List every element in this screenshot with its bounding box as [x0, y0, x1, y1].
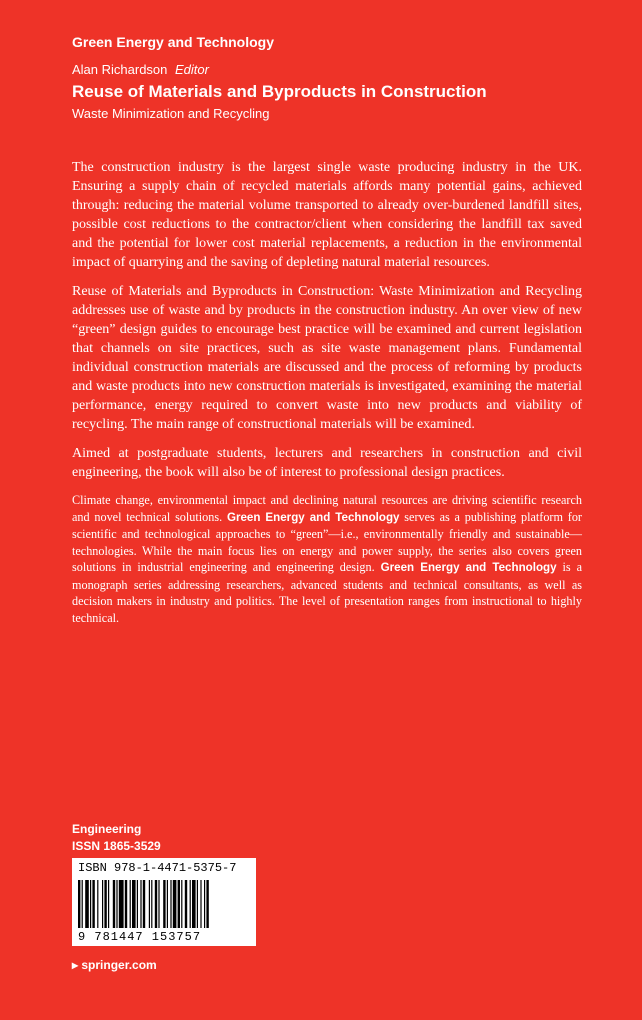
barcode-bar [116, 880, 117, 928]
barcode-bar [85, 880, 89, 928]
barcode-bar [90, 880, 91, 928]
barcode-bar [104, 880, 106, 928]
barcode-bar [119, 880, 124, 928]
editor-line [72, 62, 209, 77]
barcode-bar [125, 880, 127, 928]
editor-role: Editor [175, 62, 209, 77]
barcode-bar [170, 880, 171, 928]
barcode-bar [151, 880, 152, 928]
series-name-inline-2: Green Energy and Technology [380, 561, 557, 574]
barcode-bar [78, 880, 80, 928]
barcode-bar [140, 880, 141, 928]
barcode-bar [92, 880, 94, 928]
series-name-inline-1: Green Energy and Technology [226, 510, 400, 524]
ean-digits: 9 781447 153757 [78, 930, 202, 944]
issn: ISSN 1865-3529 [72, 839, 161, 853]
editor-name: Alan Richardson [72, 62, 168, 77]
barcode-bar [190, 880, 191, 928]
barcode-bar [167, 880, 168, 928]
blurb-paragraph-2: Reuse of Materials and Byproducts in Construction: Waste Minimization and Recycling addresses use of waste and by products in the construction industry. An over view of new “green” design guides to encourage best practice will be examined and current legislation that channels on site practices, such as site waste management plans. Fundamental individual construction materials are discussed and the process of reforming by products and waste products into new construction materials is investigated, examining the material performance, energy required to convert waste into new products and viability of recycling. The main range of constructional materials will be examined. [72, 284, 582, 432]
barcode-bar [163, 880, 165, 928]
barcode-bars [78, 880, 250, 928]
isbn-label: ISBN 978-1-4471-5375-7 [78, 861, 237, 875]
blurb-paragraph-1: The construction industry is the largest single waste producing industry in the UK. Ensuring a supply chain of recycled materials affords many potential gains, achieved through: reducing the material volume transported to already over-burdened landfill sites, possible cost reductions to the contractor/client when considering the landfill tax saved and the potential for lower cost material replacements, a reduction in the environmental impact of quarrying and the saving of depleting natural material resources. [72, 160, 582, 270]
arrow-right-icon: ▸ [72, 958, 82, 972]
barcode-bar [204, 880, 205, 928]
barcode-bar [143, 880, 145, 928]
barcode-bar [173, 880, 177, 928]
barcode-bar [132, 880, 136, 928]
barcode-bar [185, 880, 187, 928]
barcode-bar [137, 880, 138, 928]
barcode-bar [113, 880, 115, 928]
publisher-url [72, 958, 157, 972]
barcode-bar [155, 880, 157, 928]
book-subtitle: Waste Minimization and Recycling [72, 106, 270, 121]
barcode-bar [197, 880, 198, 928]
barcode-bar [108, 880, 109, 928]
series-text-2: serves as a publishing platform for scientific and technological approaches to “green”—i.e., environmentally friendly and sustainable—technologies. While the main focus lies on energy and power supply, the series also covers green solutions in industrial engineering and engineering design. [72, 509, 582, 574]
barcode-bar [82, 880, 83, 928]
barcode-bar [206, 880, 208, 928]
barcode-bar [102, 880, 103, 928]
series-name: Green Energy and Technology [72, 34, 275, 50]
blurb [72, 158, 582, 636]
barcode-bar [158, 880, 159, 928]
isbn-barcode [72, 858, 256, 946]
series-text-1: Climate change, environmental impact and declining natural resources are driving scientific research and novel technical solutions. [72, 493, 582, 524]
barcode-bar [200, 880, 201, 928]
series-description [72, 492, 582, 626]
barcode-bar [149, 880, 150, 928]
book-title: Reuse of Materials and Byproducts in Construction [72, 82, 487, 101]
publisher-url-text: springer.com [81, 958, 157, 972]
barcode-bar [192, 880, 196, 928]
barcode-bar [181, 880, 182, 928]
barcode-bar [178, 880, 180, 928]
series-text-3: is a monograph series addressing researchers, advanced students and technical consultants, as well as decision makers in industry and politics. The level of presentation ranges from instructional to highly technical. [72, 560, 582, 625]
barcode-bar [97, 880, 98, 928]
blurb-paragraph-3: Aimed at postgraduate students, lecturers and researchers in construction and civil engineering, the book will also be of interest to professional design practices. [72, 446, 582, 480]
barcode-bar [130, 880, 131, 928]
subject-category: Engineering [72, 822, 142, 836]
